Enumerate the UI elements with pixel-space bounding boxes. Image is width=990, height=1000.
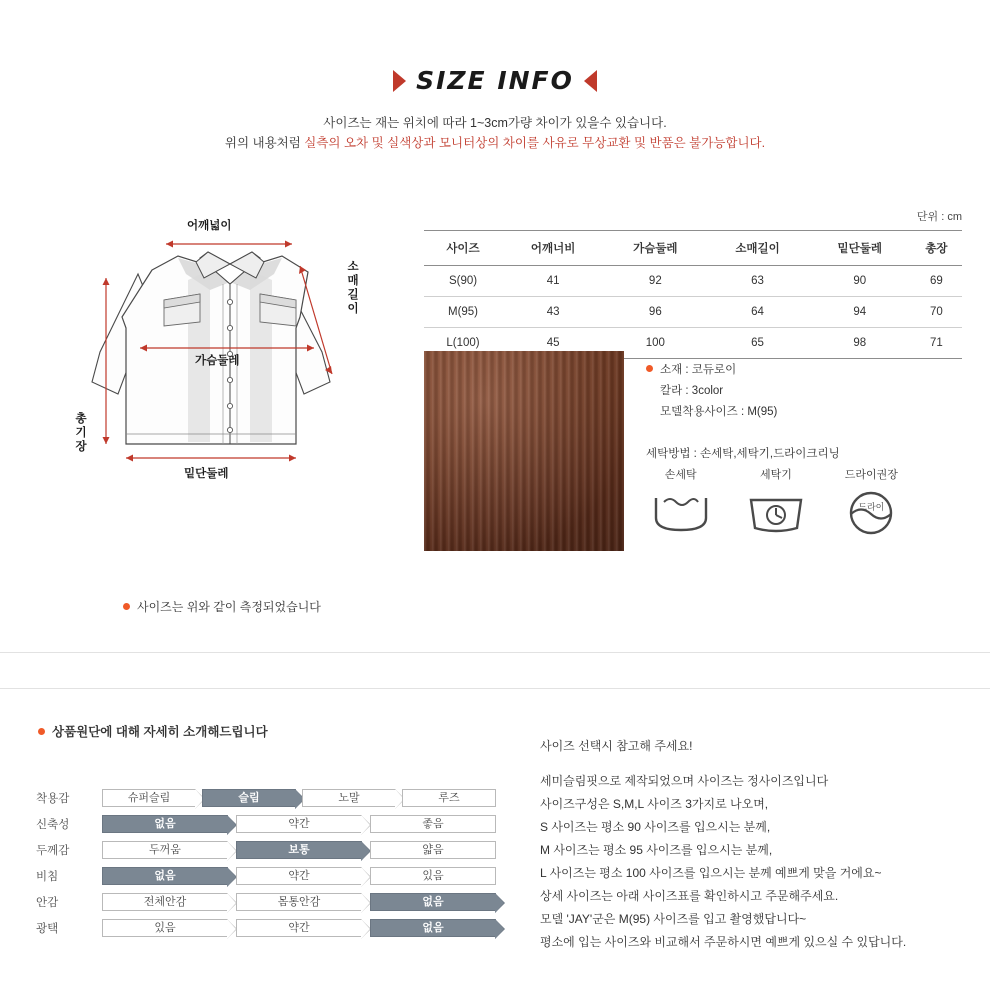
material-line-2: 칼라 : 3color — [660, 385, 724, 397]
page-title: SIZE INFO — [416, 66, 574, 95]
size-cell: 98 — [809, 328, 911, 359]
meter-option-selected[interactable]: 없음 — [370, 919, 496, 937]
meter-label: 광택 — [36, 923, 59, 935]
label-total-length: 총기장 — [75, 413, 87, 453]
meter-option[interactable]: 약간 — [236, 815, 362, 833]
table-row — [424, 266, 962, 297]
measurement-note-text: 사이즈는 위와 같이 측정되었습니다 — [137, 600, 321, 614]
fabric-swatch-image — [424, 351, 624, 551]
meter-option[interactable]: 있음 — [102, 919, 228, 937]
wash-caption: 드라이권장 — [844, 469, 898, 481]
meter-option[interactable]: 두꺼움 — [102, 841, 228, 859]
measurement-note — [123, 598, 321, 615]
triangle-left-icon — [393, 70, 406, 92]
material-info — [646, 360, 777, 423]
wash-item-hand-wash — [646, 466, 715, 539]
meter-option-selected[interactable]: 보통 — [236, 841, 362, 859]
label-hem: 밑단둘레 — [184, 468, 229, 480]
meter-row-sheerness — [36, 863, 514, 889]
title-row — [393, 66, 597, 95]
meter-option-selected[interactable]: 없음 — [370, 893, 496, 911]
size-cell: 64 — [706, 297, 808, 328]
size-cell: 41 — [502, 266, 604, 297]
garment-illustration — [60, 222, 400, 487]
size-cell: M(95) — [424, 297, 502, 328]
material-line-1 — [646, 360, 777, 381]
wash-method-title: 세탁방법 : 손세탁,세탁기,드라이크리닝 — [646, 448, 840, 460]
meter-option[interactable]: 몸통안감 — [236, 893, 362, 911]
size-guide-line: 세미슬림핏으로 제작되었으며 사이즈는 정사이즈입니다 — [540, 774, 829, 788]
meter-row-fit — [36, 785, 514, 811]
size-cell: 45 — [502, 328, 604, 359]
size-table-th: 어깨너비 — [502, 231, 604, 266]
size-guide-text — [540, 735, 906, 954]
size-table-th: 사이즈 — [424, 231, 502, 266]
meter-bar — [102, 867, 496, 885]
dry-clean-label: 드라이 — [858, 502, 885, 512]
size-cell: 69 — [911, 266, 962, 297]
fabric-section-title-text: 상품원단에 대해 자세히 소개해드립니다 — [52, 725, 268, 739]
wash-icons — [646, 466, 906, 539]
size-guide-line: S 사이즈는 평소 90 사이즈를 입으시는 분께, — [540, 820, 771, 834]
meter-option[interactable]: 슈퍼슬림 — [102, 789, 196, 807]
meter-bar — [102, 815, 496, 833]
subtitle-line-2-plain: 위의 내용처럼 — [224, 135, 305, 150]
size-cell: S(90) — [424, 266, 502, 297]
meter-row-stretch — [36, 811, 514, 837]
meter-row-gloss — [36, 915, 514, 941]
meter-bar — [102, 919, 496, 937]
meter-option[interactable]: 얇음 — [370, 841, 496, 859]
meter-option[interactable]: 전체안감 — [102, 893, 228, 911]
meter-option[interactable]: 약간 — [236, 867, 362, 885]
hand-wash-icon — [650, 488, 712, 536]
size-cell: 43 — [502, 297, 604, 328]
meter-option[interactable]: 약간 — [236, 919, 362, 937]
meter-label: 신축성 — [36, 819, 70, 831]
size-guide-line: 사이즈구성은 S,M,L 사이즈 3가지로 나오며, — [540, 797, 769, 811]
meter-option-selected[interactable]: 없음 — [102, 867, 228, 885]
size-table-th: 밑단둘레 — [809, 231, 911, 266]
fabric-attribute-meters — [36, 785, 514, 941]
size-table-th: 소매길이 — [706, 231, 808, 266]
material-text: 소재 : 코듀로이 — [660, 364, 737, 376]
size-cell: 90 — [809, 266, 911, 297]
size-cell: 96 — [604, 297, 706, 328]
size-cell: 94 — [809, 297, 911, 328]
subtitle-line-2-emphasis: 실측의 오차 및 실색상과 모니터상의 차이를 사유로 무상교환 및 반품은 불가능합니다. — [304, 135, 766, 150]
wash-caption: 세탁기 — [760, 469, 792, 481]
triangle-right-icon — [584, 70, 597, 92]
size-cell: 71 — [911, 328, 962, 359]
subtitle-block — [0, 113, 990, 153]
meter-option[interactable]: 좋음 — [370, 815, 496, 833]
meter-label: 안감 — [36, 897, 59, 909]
wash-caption: 손세탁 — [664, 469, 697, 481]
page-header — [0, 0, 990, 97]
bullet-dot-icon — [646, 365, 653, 372]
size-guide-line: 평소에 입는 사이즈와 비교해서 주문하시면 예쁘게 있으실 수 있답니다. — [540, 935, 907, 949]
size-table-header-row — [424, 231, 962, 266]
size-cell: 92 — [604, 266, 706, 297]
meter-option-selected[interactable]: 슬림 — [202, 789, 296, 807]
fabric-section-title — [38, 722, 268, 740]
label-sleeve: 소매길이 — [347, 261, 359, 315]
wash-item-dry-clean — [837, 466, 906, 539]
size-cell: 65 — [706, 328, 808, 359]
size-table-th: 가슴둘레 — [604, 231, 706, 266]
wash-item-machine-wash — [741, 466, 810, 539]
size-guide-line: 모델 'JAY'군은 M(95) 사이즈를 입고 촬영했답니다~ — [540, 912, 807, 926]
label-shoulder: 어깨넓이 — [187, 220, 232, 232]
size-cell: L(100) — [424, 328, 502, 359]
bullet-dot-icon — [123, 603, 130, 610]
divider-top — [0, 652, 990, 653]
unit-note: 단위 : cm — [916, 211, 962, 223]
meter-option-selected[interactable]: 없음 — [102, 815, 228, 833]
size-table — [424, 230, 962, 359]
size-guide-line: 사이즈 선택시 참고해 주세요! — [540, 739, 693, 753]
meter-bar — [102, 841, 496, 859]
size-guide-line: M 사이즈는 평소 95 사이즈를 입으시는 분께, — [540, 843, 773, 857]
meter-row-thickness — [36, 837, 514, 863]
meter-option[interactable]: 노말 — [302, 789, 396, 807]
subtitle-line-1: 사이즈는 재는 위치에 따라 1~3cm가량 차이가 있을수 있습니다. — [323, 115, 667, 130]
meter-label: 두께감 — [36, 845, 70, 857]
divider-bottom — [0, 688, 990, 689]
bullet-dot-icon — [38, 728, 45, 735]
subtitle-line-2 — [0, 133, 990, 153]
label-chest: 가슴둘레 — [195, 355, 240, 367]
size-guide-line: L 사이즈는 평소 100 사이즈를 입으시는 분께 예쁘게 맞을 거에요~ — [540, 866, 882, 880]
washing-machine-icon — [745, 488, 807, 536]
meter-row-lining — [36, 889, 514, 915]
size-guide-spacer — [540, 758, 906, 770]
size-cell: 70 — [911, 297, 962, 328]
material-line-3: 모델착용사이즈 : M(95) — [660, 406, 778, 418]
size-guide-line: 상세 사이즈는 아래 사이즈표를 확인하시고 주문해주세요. — [540, 889, 839, 903]
size-table-th: 총장 — [911, 231, 962, 266]
meter-label: 착용감 — [36, 793, 70, 805]
size-cell: 100 — [604, 328, 706, 359]
meter-label: 비침 — [36, 871, 59, 883]
size-cell: 63 — [706, 266, 808, 297]
meter-option[interactable]: 있음 — [370, 867, 496, 885]
table-row — [424, 297, 962, 328]
meter-option[interactable]: 루즈 — [402, 789, 496, 807]
meter-bar — [102, 789, 496, 807]
meter-bar — [102, 893, 496, 911]
